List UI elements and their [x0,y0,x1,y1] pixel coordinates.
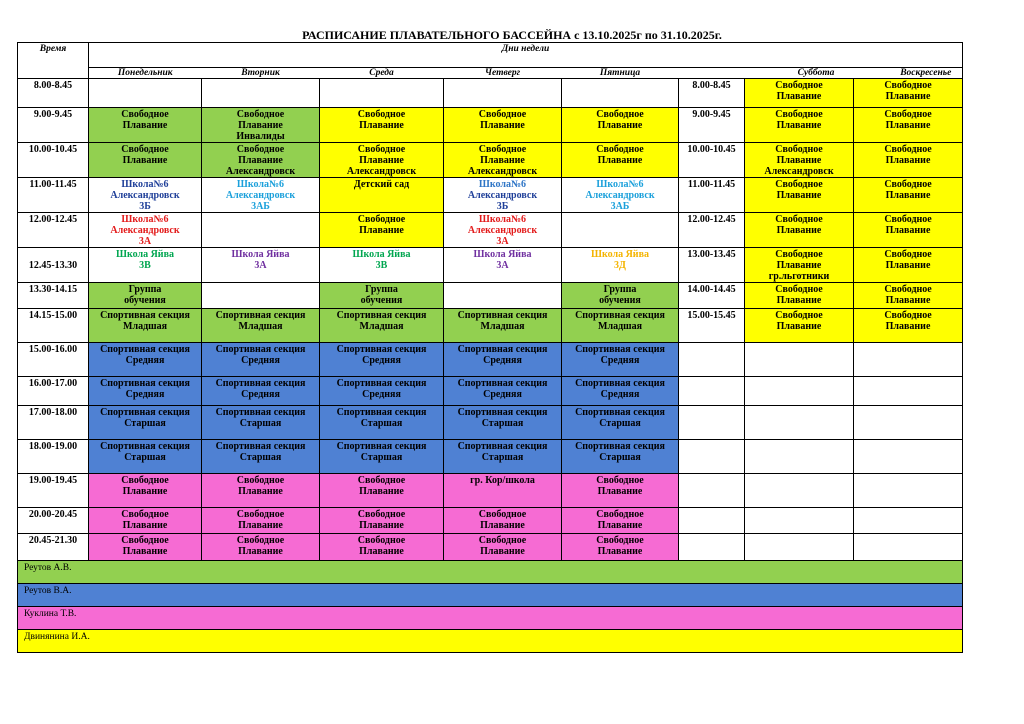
weekend-time-slot [679,406,745,440]
session-fri: Спортивная секция Младшая [562,309,679,343]
weekend-time-slot [679,534,745,561]
time-slot: 20.00-20.45 [18,508,89,534]
session-tue: Спортивная секция Средняя [202,343,320,377]
session-sat [745,474,854,508]
session-fri: Школа№6 Александровск 3АБ [562,178,679,213]
session-tue [202,213,320,248]
session-sun [854,440,963,474]
session-mon: Спортивная секция Старшая [89,440,202,474]
session-wed: Детский сад [320,178,444,213]
session-thu: Спортивная секция Старшая [444,440,562,474]
session-mon: Спортивная секция Средняя [89,377,202,406]
time-slot: 12.00-12.45 [18,213,89,248]
day-header-tue: Вторник [202,68,320,79]
session-sat [745,343,854,377]
legend-instructor-pink: Куклина Т.В. [18,607,963,630]
weekend-time-slot: 11.00-11.45 [679,178,745,213]
session-tue: Спортивная секция Средняя [202,377,320,406]
session-thu: Спортивная секция Средняя [444,377,562,406]
session-sat: Свободное Плавание [745,309,854,343]
weekend-time-slot: 14.00-14.45 [679,283,745,309]
session-mon: Школа№6 Александровск 3Б [89,178,202,213]
session-tue: Свободное Плавание [202,508,320,534]
session-thu: Свободное Плавание [444,108,562,143]
weekend-time-slot [679,377,745,406]
weekend-time-slot [679,474,745,508]
session-fri: Свободное Плавание [562,534,679,561]
day-header-mon: Понедельник [89,68,202,79]
session-sat [745,377,854,406]
session-thu: Свободное Плавание [444,534,562,561]
session-tue: Свободное Плавание Инвалиды [202,108,320,143]
schedule-table [17,42,963,653]
session-fri: Спортивная секция Средняя [562,343,679,377]
session-wed: Свободное Плавание [320,213,444,248]
session-thu: Школа№6 Александровск 3А [444,213,562,248]
session-sun: Свободное Плавание [854,143,963,178]
session-tue [202,79,320,108]
session-sat [745,534,854,561]
session-fri: Спортивная секция Средняя [562,377,679,406]
session-sun [854,406,963,440]
session-sun: Свободное Плавание [854,309,963,343]
session-thu [444,79,562,108]
session-tue: Спортивная секция Младшая [202,309,320,343]
days-header: Дни недели [89,43,963,68]
session-tue: Школа№6 Александровск 3АБ [202,178,320,213]
session-sun: Свободное Плавание [854,108,963,143]
session-sat: Свободное Плавание [745,283,854,309]
session-thu: Школа Яйва 3А [444,248,562,283]
session-wed: Школа Яйва 3В [320,248,444,283]
session-sun: Свободное Плавание [854,248,963,283]
session-sun [854,377,963,406]
time-slot: 20.45-21.30 [18,534,89,561]
session-sat: Свободное Плавание [745,213,854,248]
time-slot: 12.45-13.30 [18,248,89,283]
session-wed: Спортивная секция Старшая [320,440,444,474]
session-wed: Свободное Плавание [320,534,444,561]
session-wed: Спортивная секция Младшая [320,309,444,343]
session-sun: Свободное Плавание [854,79,963,108]
session-sun: Свободное Плавание [854,283,963,309]
session-sun [854,508,963,534]
session-sat [745,406,854,440]
session-thu: гр. Кор/школа [444,474,562,508]
session-sat: Свободное Плавание [745,108,854,143]
session-wed: Группа обучения [320,283,444,309]
time-slot: 10.00-10.45 [18,143,89,178]
session-mon [89,79,202,108]
session-wed [320,79,444,108]
time-slot: 9.00-9.45 [18,108,89,143]
weekend-time-slot [679,343,745,377]
session-sun [854,343,963,377]
legend-instructor-blue: Реутов В.А. [18,584,963,607]
day-header-thu: Четверг [444,68,562,79]
session-fri [562,213,679,248]
session-fri: Школа Яйва 3Д [562,248,679,283]
session-tue [202,283,320,309]
session-fri: Свободное Плавание [562,474,679,508]
session-sun: Свободное Плавание [854,213,963,248]
session-fri: Спортивная секция Старшая [562,406,679,440]
session-mon: Свободное Плавание [89,508,202,534]
session-tue: Свободное Плавание Александровск [202,143,320,178]
session-fri: Группа обучения [562,283,679,309]
time-column-header: Время [18,43,89,79]
day-header-blank [679,68,745,79]
session-wed: Спортивная секция Старшая [320,406,444,440]
day-header-sat: Суббота [745,68,854,79]
session-tue: Школа Яйва 3А [202,248,320,283]
session-sun [854,534,963,561]
time-slot: 14.15-15.00 [18,309,89,343]
weekend-time-slot: 8.00-8.45 [679,79,745,108]
session-mon: Группа обучения [89,283,202,309]
session-mon: Спортивная секция Младшая [89,309,202,343]
legend-instructor-green: Реутов А.В. [18,561,963,584]
session-thu: Свободное Плавание [444,508,562,534]
session-wed: Свободное Плавание [320,108,444,143]
session-thu [444,283,562,309]
time-slot: 16.00-17.00 [18,377,89,406]
session-fri: Свободное Плавание [562,108,679,143]
session-mon: Свободное Плавание [89,534,202,561]
session-mon: Школа№6 Александровск 3А [89,213,202,248]
session-wed: Свободное Плавание Александровск [320,143,444,178]
day-header-fri: Пятница [562,68,679,79]
session-thu: Свободное Плавание Александровск [444,143,562,178]
session-fri: Свободное Плавание [562,143,679,178]
session-fri [562,79,679,108]
session-thu: Спортивная секция Старшая [444,406,562,440]
session-mon: Спортивная секция Средняя [89,343,202,377]
weekend-time-slot: 10.00-10.45 [679,143,745,178]
weekend-time-slot [679,440,745,474]
session-mon: Школа Яйва 3В [89,248,202,283]
session-sat: Свободное Плавание гр.льготники [745,248,854,283]
session-sun [854,474,963,508]
session-thu: Спортивная секция Средняя [444,343,562,377]
day-header-sun: Воскресенье [854,68,963,79]
time-slot: 11.00-11.45 [18,178,89,213]
session-thu: Спортивная секция Младшая [444,309,562,343]
weekend-time-slot: 15.00-15.45 [679,309,745,343]
session-tue: Спортивная секция Старшая [202,440,320,474]
session-mon: Спортивная секция Старшая [89,406,202,440]
session-tue: Свободное Плавание [202,474,320,508]
time-slot: 17.00-18.00 [18,406,89,440]
time-slot: 18.00-19.00 [18,440,89,474]
session-mon: Свободное Плавание [89,108,202,143]
legend-instructor-yellow: Двинянина И.А. [18,630,963,653]
session-fri: Свободное Плавание [562,508,679,534]
session-mon: Свободное Плавание [89,474,202,508]
session-thu: Школа№6 Александровск 3Б [444,178,562,213]
weekend-time-slot: 13.00-13.45 [679,248,745,283]
session-fri: Спортивная секция Старшая [562,440,679,474]
session-sat [745,508,854,534]
weekend-time-slot: 12.00-12.45 [679,213,745,248]
session-wed: Спортивная секция Средняя [320,343,444,377]
time-slot: 19.00-19.45 [18,474,89,508]
weekend-time-slot: 9.00-9.45 [679,108,745,143]
day-header-wed: Среда [320,68,444,79]
session-wed: Спортивная секция Средняя [320,377,444,406]
session-sat: Свободное Плавание [745,178,854,213]
time-slot: 15.00-16.00 [18,343,89,377]
time-slot: 13.30-14.15 [18,283,89,309]
session-wed: Свободное Плавание [320,508,444,534]
time-slot: 8.00-8.45 [18,79,89,108]
session-wed: Свободное Плавание [320,474,444,508]
page-title: РАСПИСАНИЕ ПЛАВАТЕЛЬНОГО БАССЕЙНА с 13.10.2025г по 31.10.2025г. [302,28,722,42]
session-tue: Свободное Плавание [202,534,320,561]
session-sun: Свободное Плавание [854,178,963,213]
session-sat [745,440,854,474]
session-tue: Спортивная секция Старшая [202,406,320,440]
weekend-time-slot [679,508,745,534]
session-sat: Свободное Плавание [745,79,854,108]
session-mon: Свободное Плавание [89,143,202,178]
session-sat: Свободное Плавание Александровск [745,143,854,178]
